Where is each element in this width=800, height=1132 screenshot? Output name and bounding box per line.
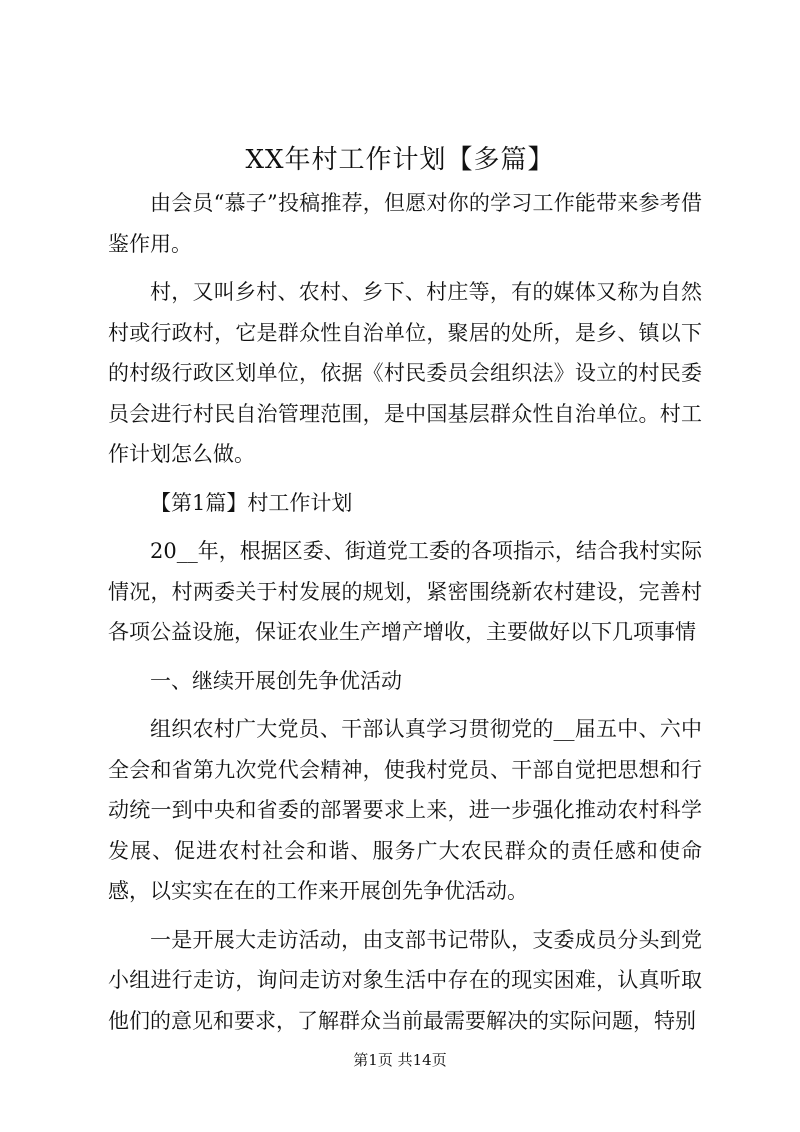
party-study-paragraph: 组织农村广大党员、干部认真学习贯彻党的__届五中、六中全会和省第九次党代会精神，使我村党员、干部自觉把思想和行动统一到中央和省委的部署要求上来，进一步强化推动农村科学发展、促进农村社会和谐、服务广大农民群众的责任感和使命感，以实实在在的工作来开展创先争优活动。 <box>108 717 702 903</box>
village-definition-paragraph: 村，又叫乡村、农村、乡下、村庄等，有的媒体又称为自然村或行政村，它是群众性自治单位，聚居的处所，是乡、镇以下的村级行政区划单位，依据《村民委员会组织法》设立的村民委员会进行村民自治管理范围，是中国基层群众性自治单位。村工作计划怎么做。 <box>108 280 702 466</box>
page-number-label: 第1页 共14页 <box>353 1051 447 1069</box>
document-body <box>108 183 702 1049</box>
page-footer <box>0 1050 800 1070</box>
visit-activity-paragraph: 一是开展大走访活动，由支部书记带队，支委成员分头到党小组进行走访，询问走访对象生活中存在的现实困难，认真听取他们的意见和要求，了解群众当前最需要解决的实际问题，特别 <box>108 927 702 1033</box>
intro-paragraph: 由会员“慕子”投稿推荐，但愿对你的学习工作能带来参考借鉴作用。 <box>108 191 702 256</box>
document-title: XX年村工作计划【多篇】 <box>245 145 555 175</box>
subsection-heading-1: 一、继续开展创先争优活动 <box>150 668 402 693</box>
plan-overview-paragraph: 20__年，根据区委、街道党工委的各项指示，结合我村实际情况，村两委关于村发展的规划，紧密围绕新农村建设，完善村各项公益设施，保证农业生产增产增收，主要做好以下几项事情 <box>108 539 702 644</box>
section-heading-part1: 【第1篇】村工作计划 <box>150 490 353 515</box>
